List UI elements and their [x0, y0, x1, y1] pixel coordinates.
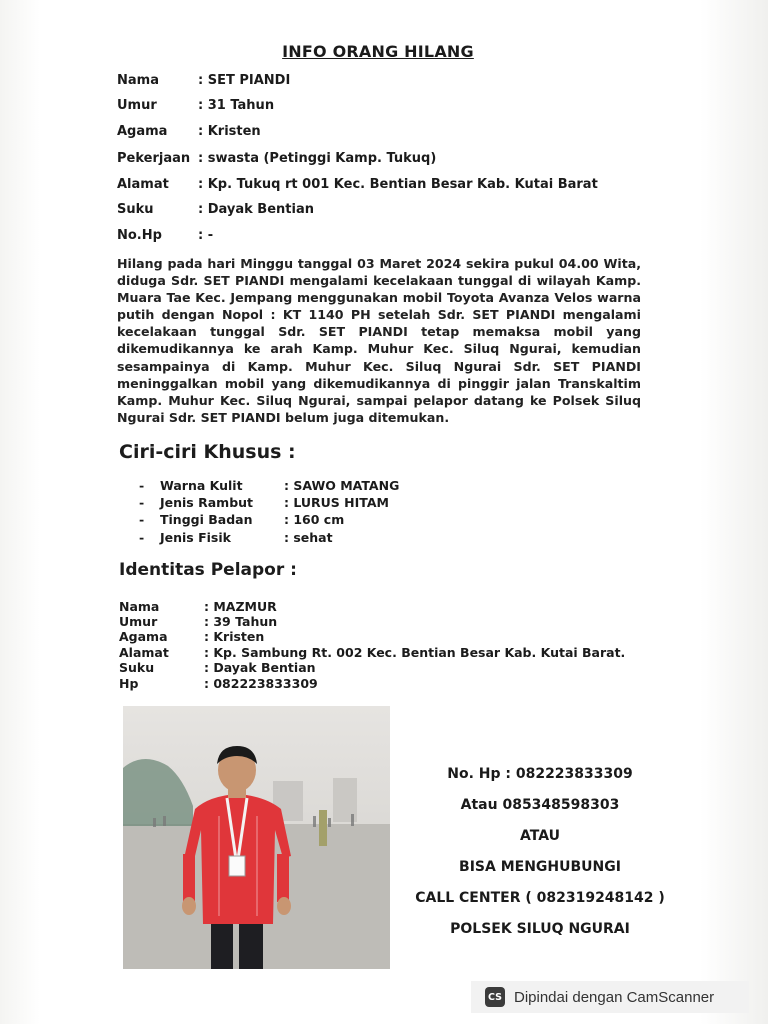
field-label: No.Hp — [117, 228, 162, 243]
reporter-label: Hp — [119, 676, 139, 691]
reporter-value: : 082223833309 — [204, 676, 318, 691]
field-value: : SET PIANDI — [198, 73, 291, 88]
feature-label: Jenis Fisik — [160, 530, 231, 545]
reporter-row — [119, 676, 318, 691]
field-value: : swasta (Petinggi Kamp. Tukuq) — [198, 151, 437, 166]
field-pekerjaan — [117, 151, 436, 166]
feature-label: Tinggi Badan — [160, 512, 253, 527]
reporter-value: : 39 Tahun — [204, 614, 278, 629]
contact-phone: No. Hp : 082223833309 — [447, 766, 633, 782]
field-value: : 31 Tahun — [198, 98, 275, 113]
contact-or: ATAU — [520, 828, 560, 844]
reporter-value: : MAZMUR — [204, 599, 277, 614]
contact-alt-phone: Atau 085348598303 — [460, 797, 620, 813]
contact-instruction: BISA MENGHUBUNGI — [459, 859, 621, 875]
reporter-label: Umur — [119, 614, 158, 629]
reporter-value: : Kristen — [204, 629, 265, 644]
features-heading: Ciri-ciri Khusus : — [119, 441, 296, 463]
reporter-value: : Kp. Sambung Rt. 002 Kec. Bentian Besar Kab. Kutai Barat. — [204, 645, 626, 660]
document-title: INFO ORANG HILANG — [282, 42, 474, 61]
missing-person-photo — [123, 706, 390, 969]
photo-illustration — [123, 706, 390, 969]
field-label: Suku — [117, 202, 154, 217]
reporter-value: : Dayak Bentian — [204, 660, 316, 675]
reporter-row — [119, 660, 316, 675]
camscanner-watermark — [471, 981, 749, 1013]
list-dash: - — [139, 495, 145, 510]
field-label: Umur — [117, 98, 157, 113]
field-value: : - — [198, 228, 214, 243]
field-value: : Dayak Bentian — [198, 202, 314, 217]
reporter-label: Suku — [119, 660, 155, 675]
field-suku — [117, 202, 314, 217]
reporter-row — [119, 599, 277, 614]
field-label: Pekerjaan — [117, 151, 191, 166]
field-label: Agama — [117, 124, 168, 139]
reporter-label: Nama — [119, 599, 160, 614]
contact-police-station: POLSEK SILUQ NGURAI — [450, 921, 630, 937]
field-label: Nama — [117, 73, 159, 88]
field-label: Alamat — [117, 177, 169, 192]
reporter-row — [119, 614, 277, 629]
feature-value: : sehat — [284, 530, 333, 545]
camscanner-logo-icon: CS — [485, 987, 505, 1007]
feature-row — [139, 512, 344, 527]
feature-value: : LURUS HITAM — [284, 495, 389, 510]
list-dash: - — [139, 478, 145, 493]
reporter-label: Agama — [119, 629, 168, 644]
field-nohp — [117, 228, 213, 243]
contact-call-center: CALL CENTER ( 082319248142 ) — [415, 890, 665, 906]
camscanner-text: Dipindai dengan CamScanner — [514, 988, 715, 1006]
list-dash: - — [139, 530, 145, 545]
field-value: : Kristen — [198, 124, 261, 139]
feature-value: : 160 cm — [284, 512, 345, 527]
feature-row — [139, 495, 389, 510]
reporter-label: Alamat — [119, 645, 169, 660]
feature-value: : SAWO MATANG — [284, 478, 400, 493]
feature-row — [139, 530, 333, 545]
feature-label: Jenis Rambut — [160, 495, 254, 510]
bystander-icon — [319, 810, 327, 846]
field-agama — [117, 124, 261, 139]
field-alamat — [117, 177, 598, 192]
list-dash: - — [139, 512, 145, 527]
reporter-row — [119, 629, 264, 644]
field-nama — [117, 73, 290, 88]
reporter-row — [119, 645, 625, 660]
feature-label: Warna Kulit — [160, 478, 243, 493]
field-value: : Kp. Tukuq rt 001 Kec. Bentian Besar Kab. Kutai Barat — [198, 177, 598, 192]
feature-row — [139, 478, 399, 493]
incident-narrative: Hilang pada hari Minggu tanggal 03 Maret 2024 sekira pukul 04.00 Wita, diduga Sdr. SET PIANDI mengalami kecelakaan tunggal di wilayah Kamp. Muara Tae Kec. Jempang menggunakan mobil Toyota Avanza Velos warna putih dengan Nopol : KT 1140 PH setelah Sdr. SET PIANDI mengalami kecelakaan tunggal Sdr. SET PIANDI tetap memaksa mobil yang dikemudikannya ke arah Kamp. Muhur Kec. Siluq Ngurai, kemudian sesampainya di Kamp. Muhur Kec. Siluq Ngurai Sdr. SET PIANDI meninggalkan mobil yang dikemudikannya di pinggir jalan Transkaltim Kamp. Muhur Kec. Siluq Ngurai, sampai pelapor datang ke Polsek Siluq Ngurai Sdr. SET PIANDI belum juga ditemukan. — [117, 256, 641, 425]
field-umur — [117, 98, 274, 113]
reporter-heading: Identitas Pelapor : — [119, 560, 297, 580]
